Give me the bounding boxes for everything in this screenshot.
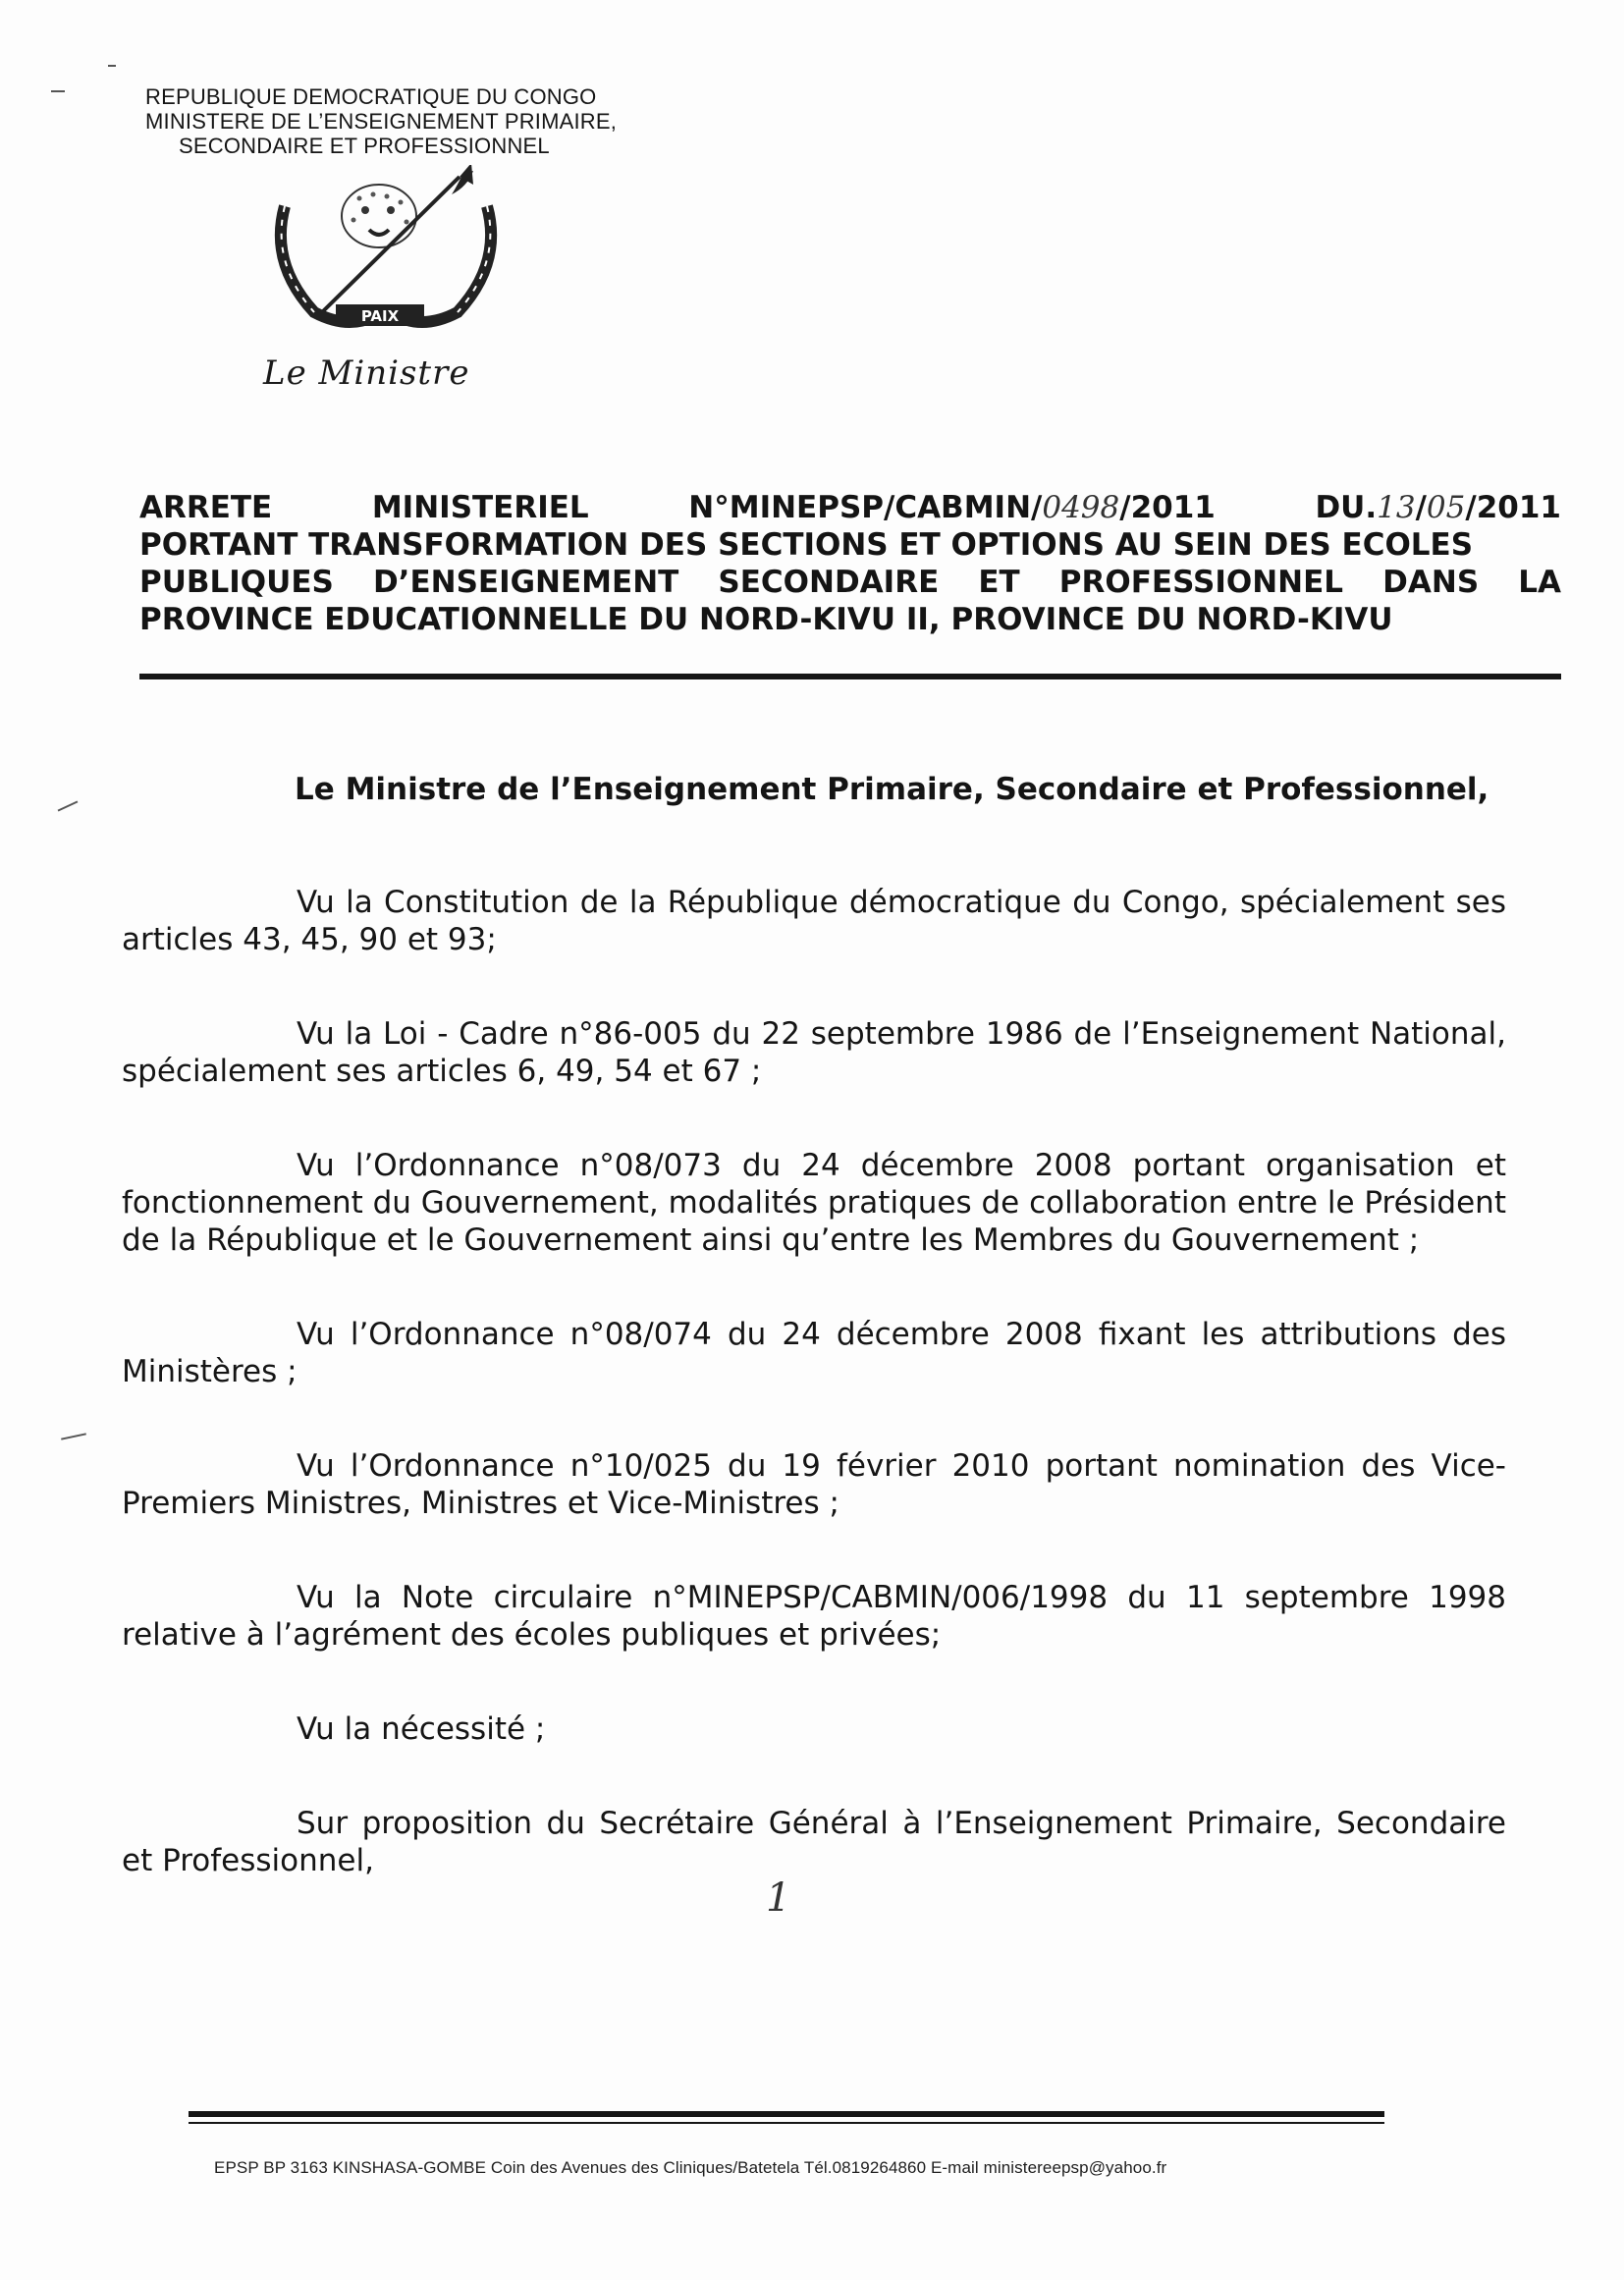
decree-title [139,489,1561,638]
title-line-1 [139,489,1561,526]
title-line-4: PROVINCE EDUCATIONNELLE DU NORD-KIVU II, PROVINCE DU NORD-KIVU [139,602,1393,637]
ministry-header [145,84,715,158]
scan-mark [61,1433,86,1439]
recital-paragraph: Vu l’Ordonnance n°08/073 du 24 décembre 2008 portant organisation et fonctionnement du Gouvernement, modalités pratiques de collaboration entre le Président de la République et le Gouvernement ainsi qu’entre les Membres du Gouvernement ; [122,1148,1506,1258]
coat-of-arms-emblem [263,165,509,342]
title-line-3: PUBLIQUES D’ENSEIGNEMENT SECONDAIRE ET PROFESSIONNEL DANS LA [139,565,1561,600]
decree-subject: Le Ministre de l’Enseignement Primaire, Secondaire et Professionnel, [295,772,1489,807]
decree-date-prefix: DU. [1315,490,1378,525]
recital-paragraph: Sur proposition du Secrétaire Général à l’Enseignement Primaire, Secondaire et Professionnel, [122,1806,1506,1878]
recital-paragraph: Vu l’Ordonnance n°10/025 du 19 février 2010 portant nomination des Vice-Premiers Ministres, Ministres et Vice-Ministres ; [122,1448,1506,1521]
recital-paragraph: Vu l’Ordonnance n°08/074 du 24 décembre 2008 fixant les attributions des Ministères ; [122,1317,1506,1389]
title-word-ministeriel: MINISTERIEL [371,490,589,525]
footer-contact: EPSP BP 3163 KINSHASA-GOMBE Coin des Avenues des Cliniques/Batetela Tél.0819264860 E-mail ministereepsp@yahoo.fr [214,2158,1167,2177]
decree-date-year: /2011 [1465,490,1561,525]
recital-paragraph: Vu la nécessité ; [297,1711,546,1747]
header-ministry: MINISTERE DE L’ENSEIGNEMENT PRIMAIRE, [145,109,618,134]
recital-paragraph: Vu la Constitution de la République démocratique du Congo, spécialement ses articles 43, 45, 90 et 93; [122,885,1506,957]
footer-divider [189,2111,1384,2117]
decree-date-day: 13 [1377,490,1416,525]
header-ministry-cont: SECONDAIRE ET PROFESSIONNEL [179,134,550,158]
emblem-motto: PAIX [360,307,400,325]
decree-number-handwritten: 0498 [1042,490,1120,525]
scan-mark [58,800,79,811]
header-country: REPUBLIQUE DEMOCRATIQUE DU CONGO [145,84,597,109]
title-divider [139,674,1561,679]
decree-number-suffix: /2011 [1119,490,1216,525]
decree-date-month: 05 [1426,490,1466,525]
decree-date [1315,489,1561,526]
title-word-arrete: ARRETE [139,490,273,525]
recital-paragraph: Vu la Note circulaire n°MINEPSP/CABMIN/006/1998 du 11 septembre 1998 relative à l’agrément des écoles publiques et privées; [122,1580,1506,1653]
footer-divider-thin [189,2122,1384,2124]
decree-body [122,884,1506,1936]
recital-paragraph: Vu la Loi - Cadre n°86-005 du 22 septembre 1986 de l’Enseignement National, spécialement ses articles 6, 49, 54 et 67 ; [122,1016,1506,1089]
scan-mark [108,65,116,67]
title-line-2: PORTANT TRANSFORMATION DES SECTIONS ET OPTIONS AU SEIN DES ECOLES [139,527,1474,563]
decree-number-prefix: N°MINEPSP/CABMIN/ [688,490,1043,525]
page-number-mark: 1 [766,1875,791,1921]
decree-date-separator: / [1415,490,1427,525]
signature-title: Le Ministre [263,353,470,393]
scan-mark [51,90,65,92]
decree-number [688,489,1216,526]
